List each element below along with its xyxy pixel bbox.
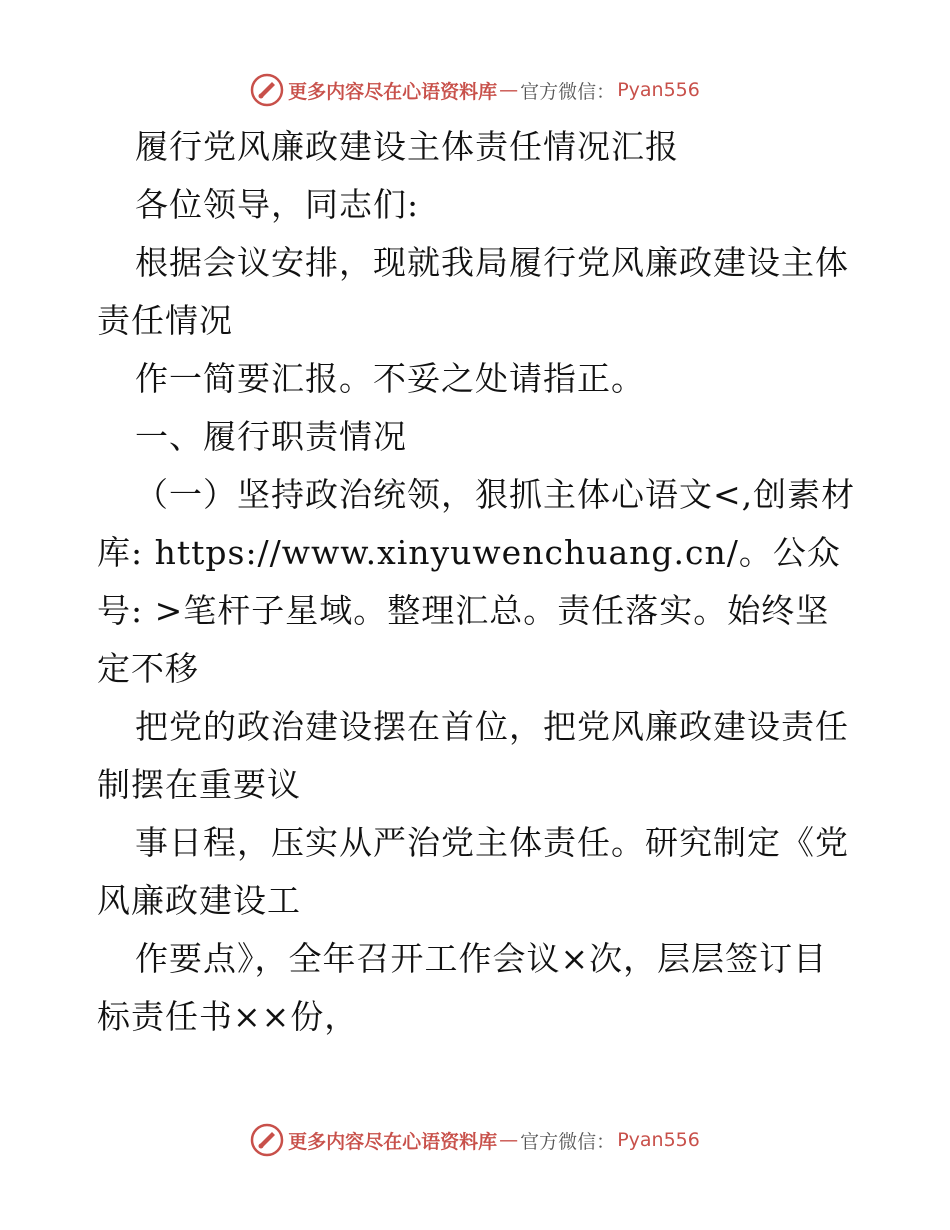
paragraph: 根据会议安排，现就我局履行党风廉政建设主体责任情况 (97, 243, 849, 340)
header-watermark (0, 70, 950, 110)
watermark-wechat-id: Pyan556 (617, 79, 700, 101)
watermark-wechat-label: 官方微信： (520, 80, 616, 103)
footer-watermark (0, 1120, 950, 1160)
document-body (97, 118, 857, 1046)
paragraph: 把党的政治建设摆在首位，把党风廉政建设责任制摆在重要议 (97, 707, 849, 804)
paragraph: （一）坚持政治统领，狠抓主体心语文<,创素材库: https://www.xinyuwenchuang.cn/。公众号: >笔杆子星域。整理汇总。责任落实。始终坚定不移 (97, 475, 856, 688)
brand-logo-icon (250, 1123, 284, 1157)
watermark-brand-text: 更多内容尽在心语资料库 (288, 80, 498, 103)
watermark-wechat-label: 官方微信： (520, 1130, 616, 1153)
section-heading: 一、履行职责情况 (135, 417, 407, 456)
paragraph: 事日程，压实从严治党主体责任。研究制定《党风廉政建设工 (97, 823, 849, 920)
document-title: 履行党风廉政建设主体责任情况汇报 (135, 127, 679, 166)
watermark-separator: — (499, 1129, 519, 1151)
watermark-brand-text: 更多内容尽在心语资料库 (288, 1130, 498, 1153)
watermark-wechat-id: Pyan556 (617, 1129, 700, 1151)
salutation: 各位领导，同志们: (135, 185, 420, 224)
brand-logo-icon (250, 73, 284, 107)
paragraph: 作一简要汇报。不妥之处请指正。 (135, 359, 645, 398)
paragraph: 作要点》，全年召开工作会议×次，层层签订目标责任书××份， (97, 939, 828, 1036)
watermark-separator: — (499, 79, 519, 101)
